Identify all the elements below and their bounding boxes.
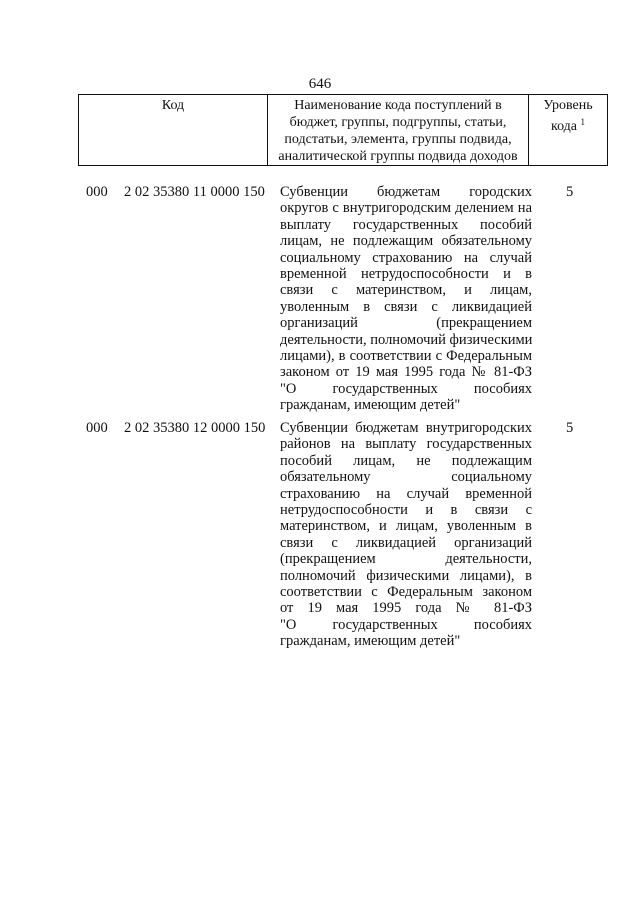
description-line: уволенным в связи с ликвидацией <box>280 298 532 315</box>
description-line: материнством, и лицам, уволенным в <box>280 518 532 535</box>
header-level <box>529 95 608 166</box>
header-name-line: подстатьи, элемента, группы подвида, <box>284 132 512 147</box>
footnote-marker: 1 <box>580 117 586 127</box>
header-name <box>268 95 529 166</box>
description-line: организаций (прекращением <box>280 315 532 332</box>
description-line: связи с ликвидацией организаций <box>280 534 532 551</box>
description-line: выплату государственных пособий <box>280 216 532 233</box>
description-line: гражданам, имеющим детей" <box>280 397 461 414</box>
description-line: связи с материнством, и лицам, <box>280 282 532 299</box>
description-line: округов с внутригородским делением на <box>280 200 532 217</box>
code-level: 5 <box>566 420 574 436</box>
description-line: "О государственных пособиях <box>280 616 532 633</box>
header-level-line: Уровень <box>543 98 593 113</box>
description-line: гражданам, имеющим детей" <box>280 633 461 650</box>
description-line: лицам, не подлежащим обязательному <box>280 233 532 250</box>
header-level-line <box>529 114 607 135</box>
description-line: Субвенции бюджетам внутригородских <box>280 420 532 436</box>
description-line: (прекращением деятельности, <box>280 551 532 568</box>
description-line: пособий лицам, не подлежащим <box>280 452 532 469</box>
revenue-code: 2 02 35380 11 0000 150 <box>124 184 265 200</box>
admin-code: 000 <box>86 420 108 436</box>
description-line: временной нетрудоспособности и в <box>280 266 532 283</box>
description-line: от 19 мая 1995 года № 81-ФЗ <box>280 600 532 617</box>
description-line: социальному страхованию на случай <box>280 249 532 266</box>
header-level-code: кода <box>550 119 578 134</box>
description-line: Субвенции бюджетам городских <box>280 184 532 200</box>
description-line: лицами), в соответствии с Федеральным <box>280 348 532 365</box>
revenue-code: 2 02 35380 12 0000 150 <box>124 420 266 436</box>
description-line: соответствии с Федеральным законом <box>280 584 532 601</box>
table-header <box>78 94 608 166</box>
admin-code: 000 <box>86 184 108 200</box>
code-level: 5 <box>566 184 574 200</box>
description-line: нетрудоспособности и в связи с <box>280 502 532 519</box>
revenue-description <box>280 420 532 650</box>
description-line: районов на выплату государственных <box>280 436 532 453</box>
header-name-line: Наименование кода поступлений в <box>294 98 502 113</box>
description-line: полномочий физическими лицами), в <box>280 567 532 584</box>
description-line: обязательному социальному <box>280 469 532 486</box>
description-line: страхованию на случай временной <box>280 485 532 502</box>
page-number: 646 <box>308 76 332 92</box>
description-line: законом от 19 мая 1995 года № 81-ФЗ <box>280 364 532 381</box>
revenue-description <box>280 184 532 414</box>
description-line: "О государственных пособиях <box>280 380 532 397</box>
header-code: Код <box>79 95 268 166</box>
header-name-line: аналитической группы подвида доходов <box>278 149 518 164</box>
header-name-line: бюджет, группы, подгруппы, статьи, <box>289 115 507 130</box>
description-line: деятельности, полномочий физическими <box>280 331 533 348</box>
